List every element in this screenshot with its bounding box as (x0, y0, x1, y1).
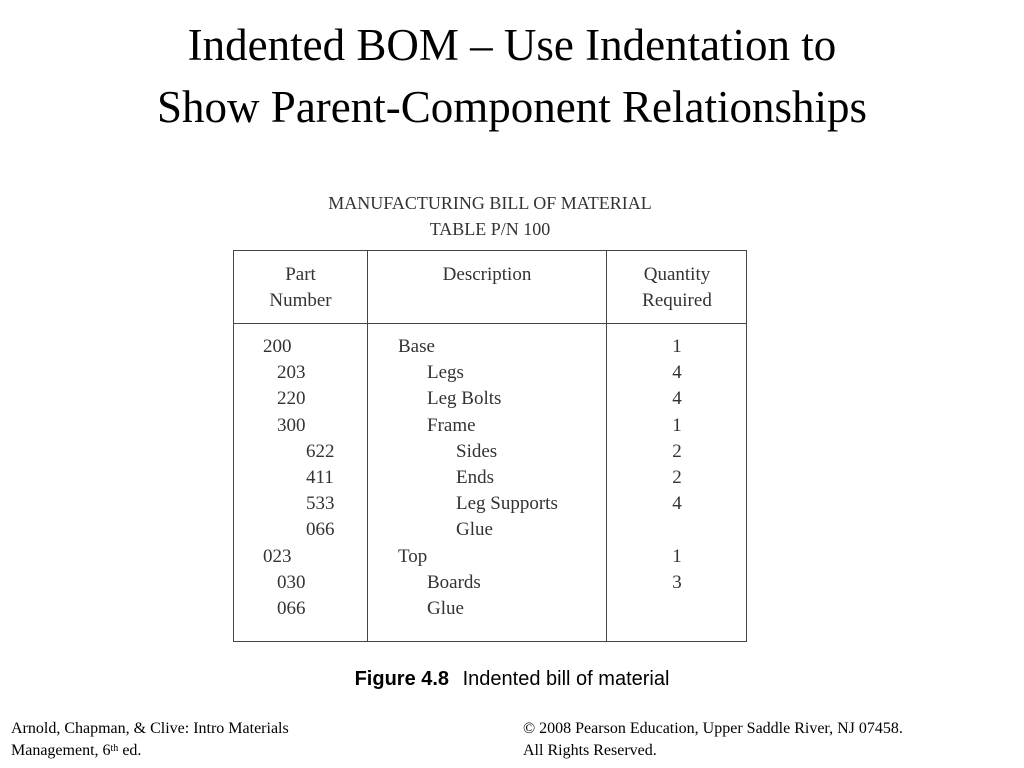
description-cell: Leg Supports (456, 493, 558, 515)
quantity-cell: 4 (672, 388, 682, 410)
description-cell: Ends (456, 466, 494, 488)
footer-copyright-line-1: © 2008 Pearson Education, Upper Saddle River, NJ 07458. (523, 720, 903, 737)
bom-heading (232, 190, 748, 242)
title-line-2: Show Parent-Component Relationships (157, 82, 867, 132)
quantity-cell: 4 (672, 493, 682, 515)
bom-heading-line-1: MANUFACTURING BILL OF MATERIAL (328, 193, 652, 213)
column-header-part-line-1: Part (285, 264, 316, 285)
part-number-cell: 300 (277, 414, 306, 436)
bom-table (233, 250, 747, 642)
quantity-cell: 1 (672, 545, 682, 567)
description-cell: Glue (456, 519, 493, 541)
footer-copyright (523, 718, 903, 762)
table-row (234, 439, 746, 465)
description-cell: Glue (427, 597, 464, 619)
description-cell: Base (398, 336, 435, 357)
part-number-cell: 023 (263, 545, 292, 567)
column-header-part-number (234, 262, 367, 314)
quantity-cell: 2 (672, 466, 682, 488)
quantity-cell: 1 (672, 336, 682, 357)
column-header-qty-line-2: Required (642, 290, 712, 311)
footer-citation-line-2 (11, 740, 289, 762)
table-row (234, 491, 746, 517)
part-number-cell: 066 (306, 519, 335, 541)
footer-edition-text: Management, 6 (11, 742, 111, 759)
description-cell: Top (398, 545, 428, 567)
table-row (234, 386, 746, 412)
table-row (234, 517, 746, 543)
quantity-cell: 3 (672, 571, 682, 593)
quantity-cell: 4 (672, 362, 682, 384)
part-number-cell: 533 (306, 493, 335, 515)
header-divider (234, 323, 746, 324)
column-header-qty-line-1: Quantity (643, 264, 711, 285)
bom-rows (234, 334, 746, 622)
part-number-cell: 030 (277, 571, 306, 593)
table-row (234, 596, 746, 622)
description-cell: Sides (456, 440, 498, 462)
table-row (234, 465, 746, 491)
title-line-1: Indented BOM – Use Indentation to (187, 20, 837, 70)
table-row (234, 570, 746, 596)
part-number-cell: 066 (277, 597, 306, 619)
table-row (234, 413, 746, 439)
column-header-quantity (607, 262, 747, 314)
footer-citation-line-1: Arnold, Chapman, & Clive: Intro Materials (11, 720, 289, 737)
quantity-cell: 1 (672, 414, 682, 436)
part-number-cell: 203 (277, 362, 306, 384)
figure-caption (0, 665, 1024, 693)
quantity-cell: 2 (672, 440, 682, 462)
table-row (234, 334, 746, 360)
figure-caption-text: Indented bill of material (462, 668, 670, 690)
bom-heading-line-2: TABLE P/N 100 (429, 219, 551, 239)
footer-copyright-line-2: All Rights Reserved. (523, 742, 657, 759)
part-number-cell: 200 (263, 336, 292, 357)
description-cell: Leg Bolts (427, 388, 502, 410)
description-cell: Boards (427, 571, 481, 593)
footer-edition-suffix: th (110, 743, 119, 754)
description-cell: Legs (427, 362, 464, 384)
column-header-description-label: Description (442, 264, 532, 285)
part-number-cell: 622 (306, 440, 335, 462)
footer-citation (11, 718, 289, 762)
table-row (234, 360, 746, 386)
table-row (234, 544, 746, 570)
figure-label: Figure 4.8 (354, 668, 450, 690)
part-number-cell: 411 (306, 466, 334, 488)
column-header-description (368, 262, 606, 288)
column-header-part-line-2: Number (269, 290, 332, 311)
slide-title (0, 14, 1024, 138)
description-cell: Frame (427, 414, 476, 436)
footer-edition-ed: ed. (118, 742, 142, 759)
part-number-cell: 220 (277, 388, 306, 410)
